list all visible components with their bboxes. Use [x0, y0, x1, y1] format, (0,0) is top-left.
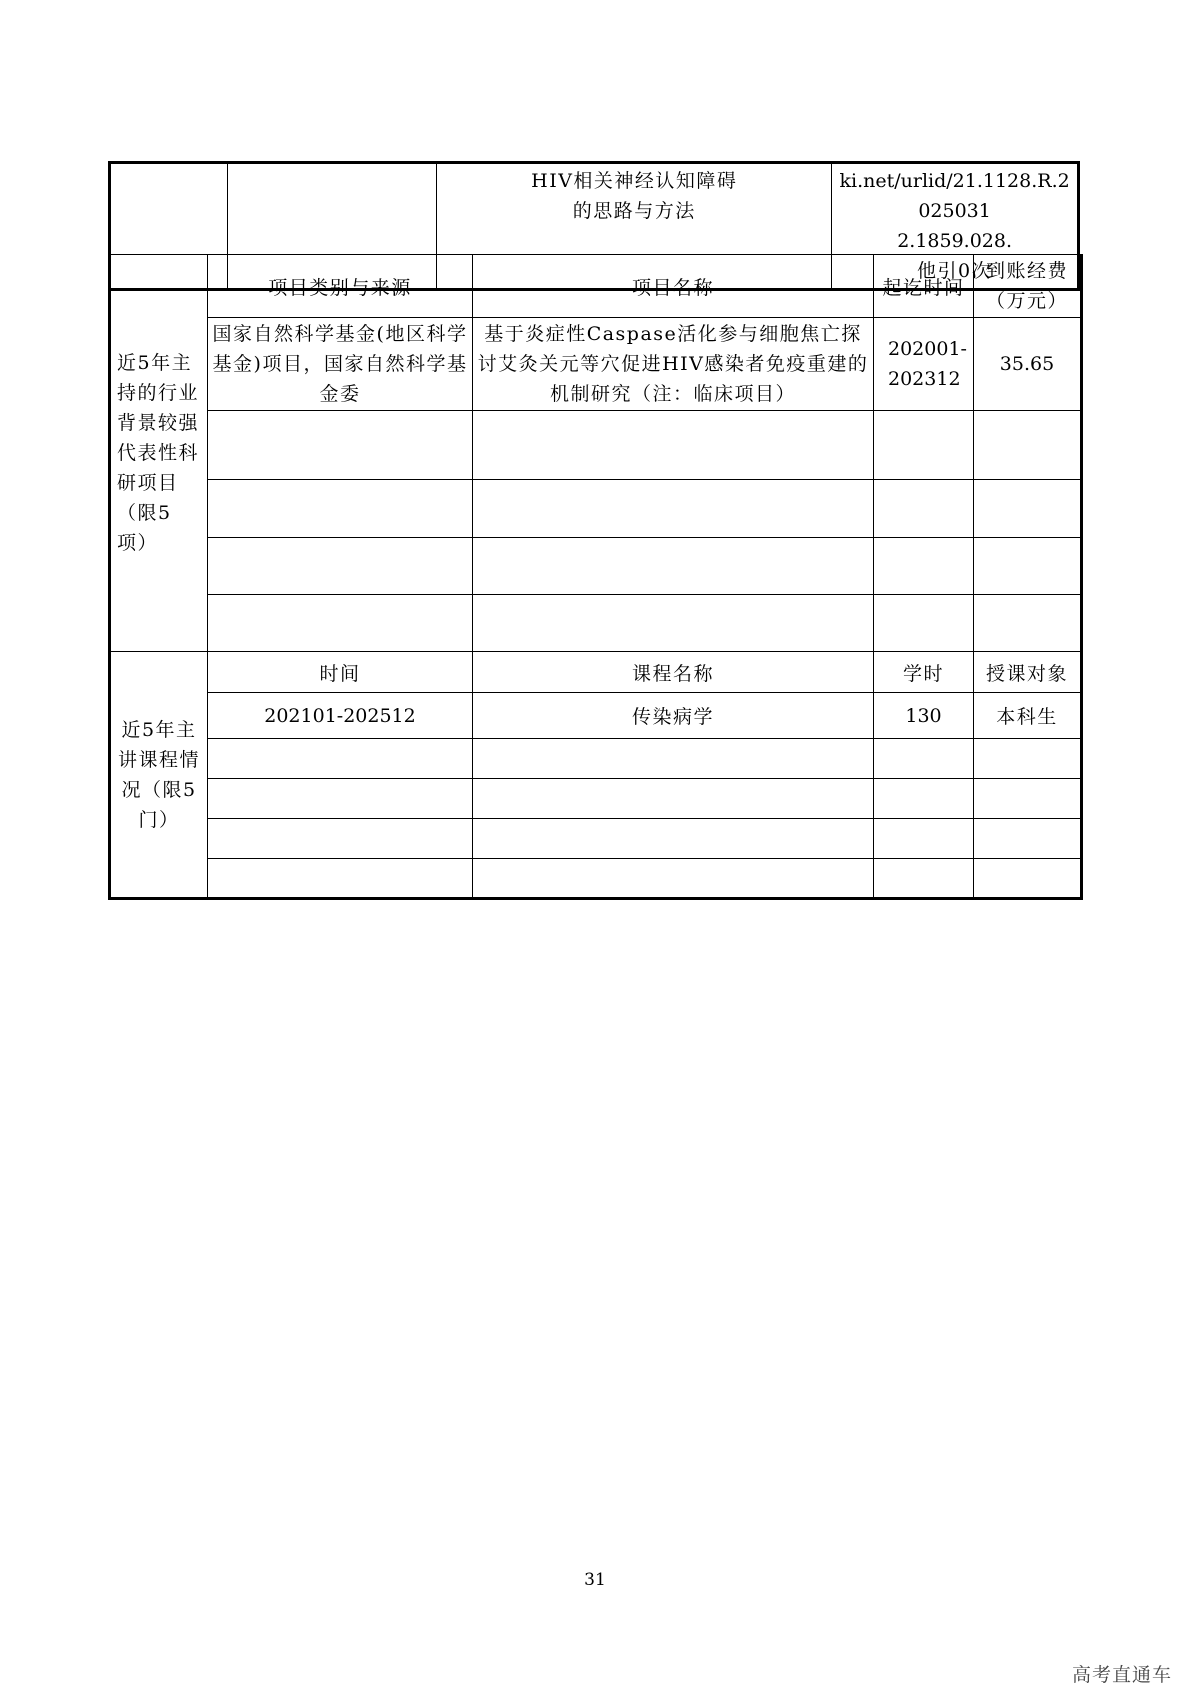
projects-section-label: 近5年主持的行业背景较强代表性科研项目（限5项） [110, 255, 208, 652]
empty-cell [473, 480, 874, 538]
empty-cell [874, 739, 974, 779]
empty-cell [974, 779, 1082, 819]
empty-cell [208, 819, 473, 859]
project-row-empty [110, 595, 1082, 652]
empty-cell [874, 819, 974, 859]
project-row-empty [110, 411, 1082, 480]
empty-cell [874, 411, 974, 480]
empty-cell [208, 538, 473, 595]
header-project-source: 项目类别与来源 [208, 255, 473, 318]
course-name: 传染病学 [473, 693, 874, 739]
empty-cell [473, 411, 874, 480]
project-period: 202001-202312 [874, 318, 974, 411]
page-number: 31 [584, 1570, 606, 1590]
empty-cell [874, 538, 974, 595]
course-row-empty [110, 779, 1082, 819]
empty-cell [473, 819, 874, 859]
header-course-hours: 学时 [874, 652, 974, 693]
paper-link-line-2: 2.1859.028. [897, 230, 1013, 252]
course-row-empty [110, 819, 1082, 859]
course-audience: 本科生 [974, 693, 1082, 739]
empty-cell [974, 595, 1082, 652]
empty-cell [208, 779, 473, 819]
project-funding: 35.65 [974, 318, 1082, 411]
courses-header-row [110, 652, 1082, 693]
header-course-audience: 授课对象 [974, 652, 1082, 693]
paper-citation: 他引0次 [917, 260, 993, 282]
empty-cell [974, 538, 1082, 595]
header-course-name: 课程名称 [473, 652, 874, 693]
empty-cell [473, 859, 874, 899]
empty-cell [208, 859, 473, 899]
empty-cell [874, 595, 974, 652]
course-row-empty [110, 739, 1082, 779]
empty-cell [208, 480, 473, 538]
empty-cell [874, 779, 974, 819]
watermark: 高考直通车 [1071, 1664, 1172, 1686]
projects-courses-table [108, 254, 1083, 900]
empty-cell [874, 480, 974, 538]
empty-cell [208, 739, 473, 779]
course-hours: 130 [874, 693, 974, 739]
course-row-empty [110, 859, 1082, 899]
empty-cell [208, 595, 473, 652]
header-project-funding: 到账经费（万元） [974, 255, 1082, 318]
project-name: 基于炎症性Caspase活化参与细胞焦亡探讨艾灸关元等穴促进HIV感染者免疫重建的机制研究（注：临床项目） [473, 318, 874, 411]
paper-title-line-1: HIV相关神经认知障碍 [531, 170, 738, 192]
header-project-period: 起讫时间 [874, 255, 974, 318]
empty-cell [974, 819, 1082, 859]
project-row-empty [110, 480, 1082, 538]
empty-cell [974, 859, 1082, 899]
project-source: 国家自然科学基金(地区科学基金)项目，国家自然科学基金委 [208, 318, 473, 411]
empty-cell [974, 739, 1082, 779]
empty-cell [473, 595, 874, 652]
empty-cell [208, 411, 473, 480]
empty-cell [473, 739, 874, 779]
paper-title-line-2: 的思路与方法 [572, 200, 696, 222]
empty-cell [473, 779, 874, 819]
project-row-empty [110, 538, 1082, 595]
empty-cell [974, 480, 1082, 538]
projects-header-row [110, 255, 1082, 318]
course-time: 202101-202512 [208, 693, 473, 739]
project-row [110, 318, 1082, 411]
empty-cell [974, 411, 1082, 480]
empty-cell [473, 538, 874, 595]
header-project-name: 项目名称 [473, 255, 874, 318]
paper-link-line-1: ki.net/urlid/21.1128.R.2025031 [839, 170, 1070, 222]
courses-section-label: 近5年主讲课程情况（限5门） [110, 652, 208, 899]
empty-cell [874, 859, 974, 899]
header-course-time: 时间 [208, 652, 473, 693]
course-row [110, 693, 1082, 739]
